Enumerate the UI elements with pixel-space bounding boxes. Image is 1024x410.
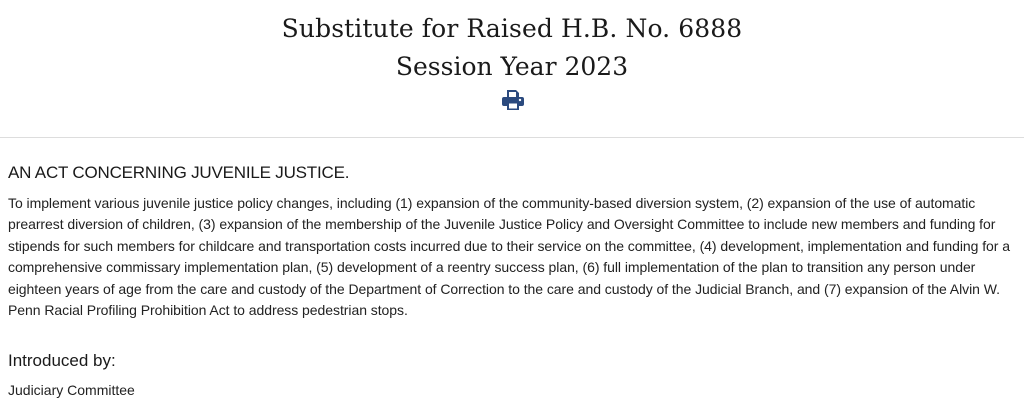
print-icon: [501, 89, 525, 111]
introduced-by-heading: Introduced by:: [8, 351, 116, 370]
header-divider: [0, 137, 1024, 138]
bill-summary: To implement various juvenile justice policy changes, including (1) expansion of the community-based diversion system, (2) expansion of the use of automatic prearrest diversion of children, (3) expansion of the membership of the Juvenile Justice Policy and Oversight Committee to include new members and funding for stipends for such members for childcare and transportation costs incurred due to their service on the committee, (4) development, implementation and funding for a comprehensive commissary implementation plan, (5) development of a reentry success plan, (6) full implementation of the plan to transition any person under eighteen years of age from the care and custody of the Department of Correction to the care and custody of the Judicial Branch, and (7) expansion of the Alvin W. Penn Racial Profiling Prohibition Act to address pedestrian stops.: [8, 195, 1010, 319]
introducer-name: Judiciary Committee: [8, 382, 135, 398]
act-title: AN ACT CONCERNING JUVENILE JUSTICE.: [8, 163, 350, 182]
bill-title: Substitute for Raised H.B. No. 6888: [281, 14, 743, 43]
bill-header: [0, 0, 1024, 138]
session-year: Session Year 2023: [395, 52, 629, 81]
print-button[interactable]: [501, 89, 525, 111]
